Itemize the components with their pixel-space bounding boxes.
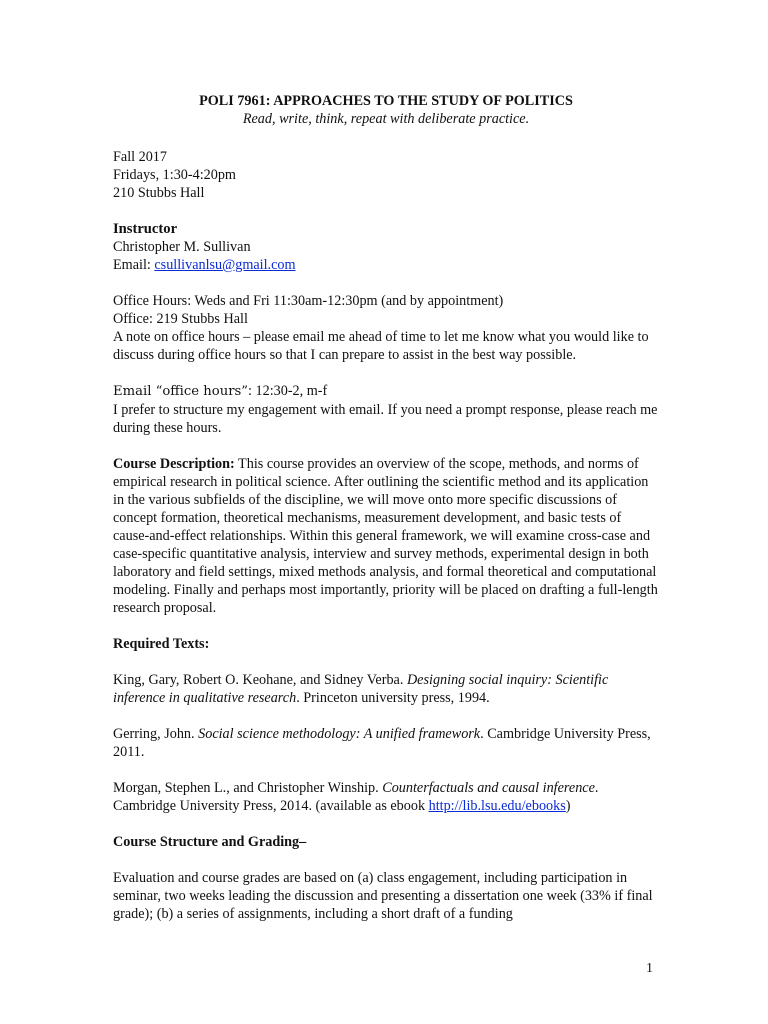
required-text-title: Social science methodology: A unified framework xyxy=(198,726,481,742)
grading-text: Evaluation and course grades are based on (a) class engagement, including participation in seminar, two weeks leading the discussion and presenting a dissertation one week (33% if final grade); (b) a series of assignments, including a short draft of a funding xyxy=(113,870,653,922)
course-term: Fall 2017 xyxy=(113,149,167,165)
office-room: Office: 219 Stubbs Hall xyxy=(113,311,248,327)
instructor-name: Christopher M. Sullivan xyxy=(113,239,251,255)
required-texts-heading: Required Texts: xyxy=(113,636,210,652)
required-text-publisher: . Cambridge University Press, 2014. (available as ebook xyxy=(113,780,599,814)
required-text-authors: Gerring, John. xyxy=(113,726,199,742)
course-meeting-time: Fridays, 1:30-4:20pm xyxy=(113,167,236,183)
required-text-publisher: . Cambridge University Press, 2011. xyxy=(113,726,651,760)
course-description-heading: Course Description: xyxy=(113,456,235,472)
page-number: 1 xyxy=(646,961,653,976)
required-text-item xyxy=(113,671,659,707)
instructor-heading: Instructor xyxy=(113,221,178,237)
email-hours-heading: Email “office hours” xyxy=(113,384,249,399)
office-hours: Office Hours: Weds and Fri 11:30am-12:30pm (and by appointment) xyxy=(113,293,504,309)
email-hours-text: I prefer to structure my engagement with email. If you need a prompt response, please reach me during these hours. xyxy=(113,402,658,436)
required-text-authors: King, Gary, Robert O. Keohane, and Sidney Verba. xyxy=(113,672,407,688)
required-text-suffix: ) xyxy=(565,798,571,814)
instructor-email-link[interactable]: csullivanlsu@gmail.com xyxy=(154,257,296,273)
email-hours-line xyxy=(113,382,659,401)
required-text-item xyxy=(113,779,659,815)
document-page xyxy=(113,92,659,923)
required-text-authors: Morgan, Stephen L., and Christopher Winship. xyxy=(113,780,383,796)
required-text-item xyxy=(113,725,659,761)
course-description-text: This course provides an overview of the scope, methods, and norms of empirical research in political science. After outlining the scientific method and its application in the various subfields of the discipline, we will move onto more specific discussions of concept formation, theoretical mechanisms, measurement development, and basic tests of cause-and-effect relationships. Within this general framework, we will examine cross-case and case-specific quantitative analysis, interview and survey methods, experimental design in both laboratory and field settings, mixed methods analysis, and formal theoretical and computational modeling. Finally and perhaps most importantly, priority will be placed on drafting a full-length research proposal. xyxy=(113,456,658,616)
instructor-email-line xyxy=(113,256,659,274)
required-text-title: Designing social inquiry: Scientific inference in qualitative research xyxy=(113,672,609,706)
office-hours-note: A note on office hours – please email me ahead of time to let me know what you would like to discuss during office hours so that I can prepare to assist in the best way possible. xyxy=(113,329,649,363)
grading-heading: Course Structure and Grading– xyxy=(113,834,307,850)
instructor-email-label: Email: xyxy=(113,257,155,273)
course-location: 210 Stubbs Hall xyxy=(113,185,205,201)
required-text-publisher: . Princeton university press, 1994. xyxy=(296,690,490,706)
course-title: POLI 7961: APPROACHES TO THE STUDY OF POLITICS xyxy=(199,93,573,109)
email-hours-time: : 12:30-2, m-f xyxy=(248,383,328,399)
ebook-link[interactable]: http://lib.lsu.edu/ebooks xyxy=(428,798,566,814)
required-text-title: Counterfactuals and causal inference xyxy=(382,780,595,796)
course-description xyxy=(113,455,659,617)
course-subtitle: Read, write, think, repeat with deliberate practice. xyxy=(242,111,530,127)
